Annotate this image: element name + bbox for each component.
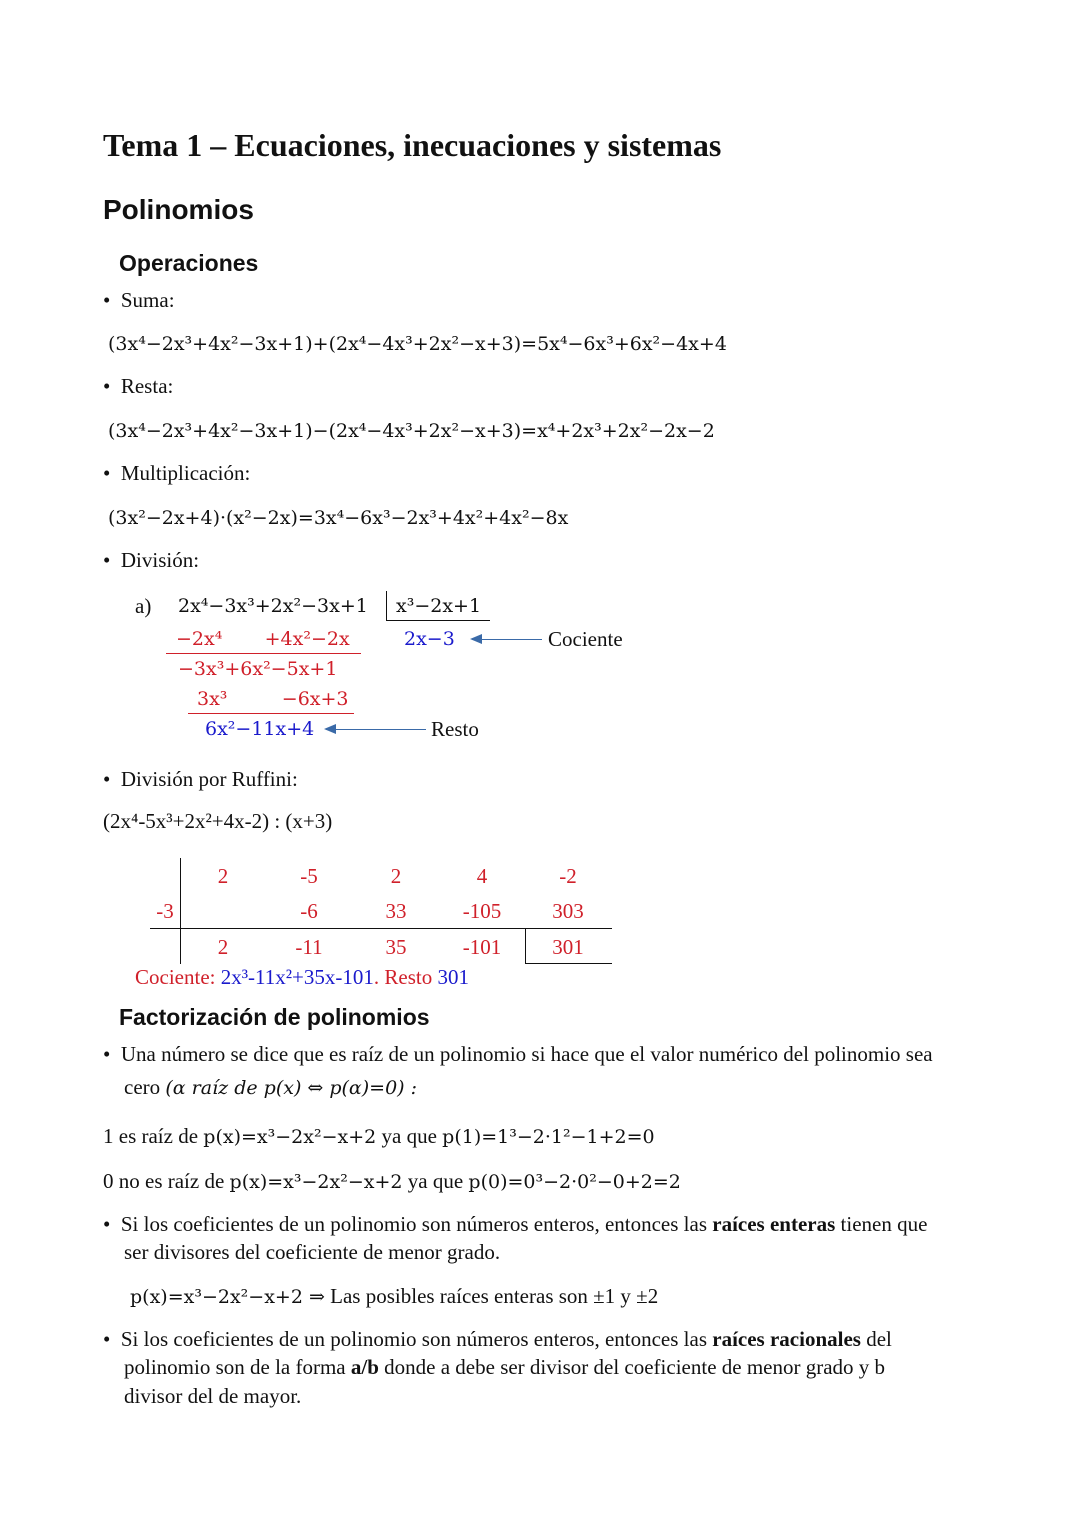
dividend: 2x⁴−3x³+2x²−3x+1 [178, 595, 368, 617]
subsection-heading: Factorización de polinomios [119, 1004, 430, 1030]
remainder: 6x²−11x+4 [205, 718, 315, 740]
division-step: −2x⁴ +4x²−2x [176, 628, 350, 650]
bullet-label: Suma: [120, 288, 175, 312]
bullet-division: • División: [103, 548, 200, 572]
table-line [525, 928, 526, 964]
ruffini-cell: -105 [462, 899, 502, 923]
divider-line [386, 591, 387, 621]
text: tienen que [835, 1212, 928, 1236]
text: Si los coeficientes de un polinomio son números enteros, entonces las [120, 1327, 713, 1351]
subsection-heading: Operaciones [119, 250, 259, 276]
text: donde a debe ser divisor del coeficiente de menor grado y b [378, 1355, 886, 1379]
divider-line [386, 620, 490, 621]
math: p(x)=x³−2x²−x+2 [203, 1126, 377, 1148]
bullet-text: ser divisores del coeficiente de menor grado. [124, 1240, 501, 1264]
ruffini-cell: 301 [552, 935, 584, 959]
bullet-label: División: [120, 548, 200, 572]
ruffini-cell: -6 [300, 899, 318, 923]
page-title: Tema 1 – Ecuaciones, inecuaciones y sistemas [103, 127, 722, 163]
section-heading: Polinomios [103, 194, 254, 225]
bullet-text: • Si los coeficientes de un polinomio son números enteros, entonces las raíces enteras tienen que [103, 1212, 928, 1236]
example-line [130, 1283, 658, 1310]
remainder-label: Resto [431, 717, 479, 741]
table-line [525, 963, 612, 964]
ruffini-cell: 4 [476, 864, 488, 888]
divisor: x³−2x+1 [396, 595, 482, 617]
bullet-label: División por Ruffini: [120, 767, 298, 791]
subtraction-line [188, 713, 354, 714]
item-label: a) [135, 594, 152, 618]
bullet-text: divisor del de mayor. [124, 1384, 302, 1408]
text: ya que [402, 1169, 469, 1193]
text: Si los coeficientes de un polinomio son números enteros, entonces las [120, 1212, 713, 1236]
mult-equation: (3x²−2x+4)·(x²−2x)=3x⁴−6x³−2x³+4x²+4x²−8x [108, 507, 569, 529]
example-line [103, 1168, 681, 1195]
summary-remainder: 301 [437, 965, 469, 989]
summary-quotient: 2x³-11x²+35x-101 [220, 965, 374, 989]
arrow-left-icon [472, 639, 542, 640]
bold-text: raíces racionales [712, 1327, 861, 1351]
quotient-label: Cociente [548, 627, 623, 651]
math: p(x)=x³−2x²−x+2 [229, 1171, 403, 1193]
ruffini-root: -3 [156, 899, 174, 923]
math: p(x)=x³−2x²−x+2 ⇒ [130, 1286, 325, 1308]
resta-equation: (3x⁴−2x³+4x²−3x+1)−(2x⁴−4x³+2x²−x+3)=x⁴+2x³+2x²−2x−2 [108, 420, 715, 442]
ruffini-cell: 2 [217, 864, 229, 888]
summary-label: Cociente: [135, 965, 221, 989]
subtraction-line [166, 653, 361, 654]
ruffini-cell: 303 [552, 899, 584, 923]
division-step: 3x³ −6x+3 [197, 688, 349, 710]
bullet-text [124, 1354, 885, 1380]
bold-text: a/b [350, 1355, 379, 1379]
text: cero [124, 1075, 166, 1099]
text: Las posibles raíces enteras son ±1 y ±2 [324, 1284, 659, 1308]
math: (α raíz de p(x) ⇔ p(α)=0) : [165, 1077, 418, 1099]
ruffini-summary [135, 964, 469, 990]
ruffini-cell: -11 [295, 935, 323, 959]
arrow-left-icon [326, 729, 426, 730]
bullet-text [124, 1074, 417, 1101]
table-line [150, 928, 612, 929]
text: del [860, 1327, 892, 1351]
ruffini-cell: 2 [390, 864, 402, 888]
summary-label: . Resto [373, 965, 438, 989]
ruffini-cell: 35 [385, 935, 407, 959]
suma-equation: (3x⁴−2x³+4x²−3x+1)+(2x⁴−4x³+2x²−x+3)=5x⁴−6x³+6x²−4x+4 [108, 333, 727, 355]
bullet-text: • Una número se dice que es raíz de un polinomio si hace que el valor numérico del polinomio sea [103, 1042, 933, 1066]
ruffini-cell: -5 [300, 864, 318, 888]
bullet-text: • Si los coeficientes de un polinomio son números enteros, entonces las raíces racionales del [103, 1327, 892, 1351]
quotient: 2x−3 [404, 628, 455, 650]
ruffini-cell: -2 [559, 864, 577, 888]
text: Una número se dice que es raíz de un polinomio si hace que el valor numérico del polinomio sea [120, 1042, 933, 1066]
text: 1 es raíz de [103, 1124, 204, 1148]
ruffini-cell: 2 [217, 935, 229, 959]
math: p(0)=0³−2·0²−0+2=2 [468, 1171, 681, 1193]
text: polinomio son de la forma [124, 1355, 351, 1379]
text: 0 no es raíz de [103, 1169, 230, 1193]
ruffini-cell: 33 [385, 899, 407, 923]
ruffini-cell: -101 [462, 935, 502, 959]
bold-text: raíces enteras [712, 1212, 836, 1236]
bullet-multiplicacion: • Multiplicación: [103, 461, 251, 485]
bullet-label: Resta: [120, 374, 174, 398]
text: ya que [376, 1124, 443, 1148]
division-step: −3x³+6x²−5x+1 [178, 658, 338, 680]
example-line [103, 1123, 655, 1150]
ruffini-expression: (2x⁴-5x³+2x²+4x-2) : (x+3) [103, 809, 333, 833]
bullet-label: Multiplicación: [120, 461, 251, 485]
bullet-ruffini: • División por Ruffini: [103, 767, 298, 791]
bullet-resta: • Resta: [103, 374, 174, 398]
bullet-suma: • Suma: [103, 288, 175, 312]
math: p(1)=1³−2·1²−1+2=0 [442, 1126, 655, 1148]
